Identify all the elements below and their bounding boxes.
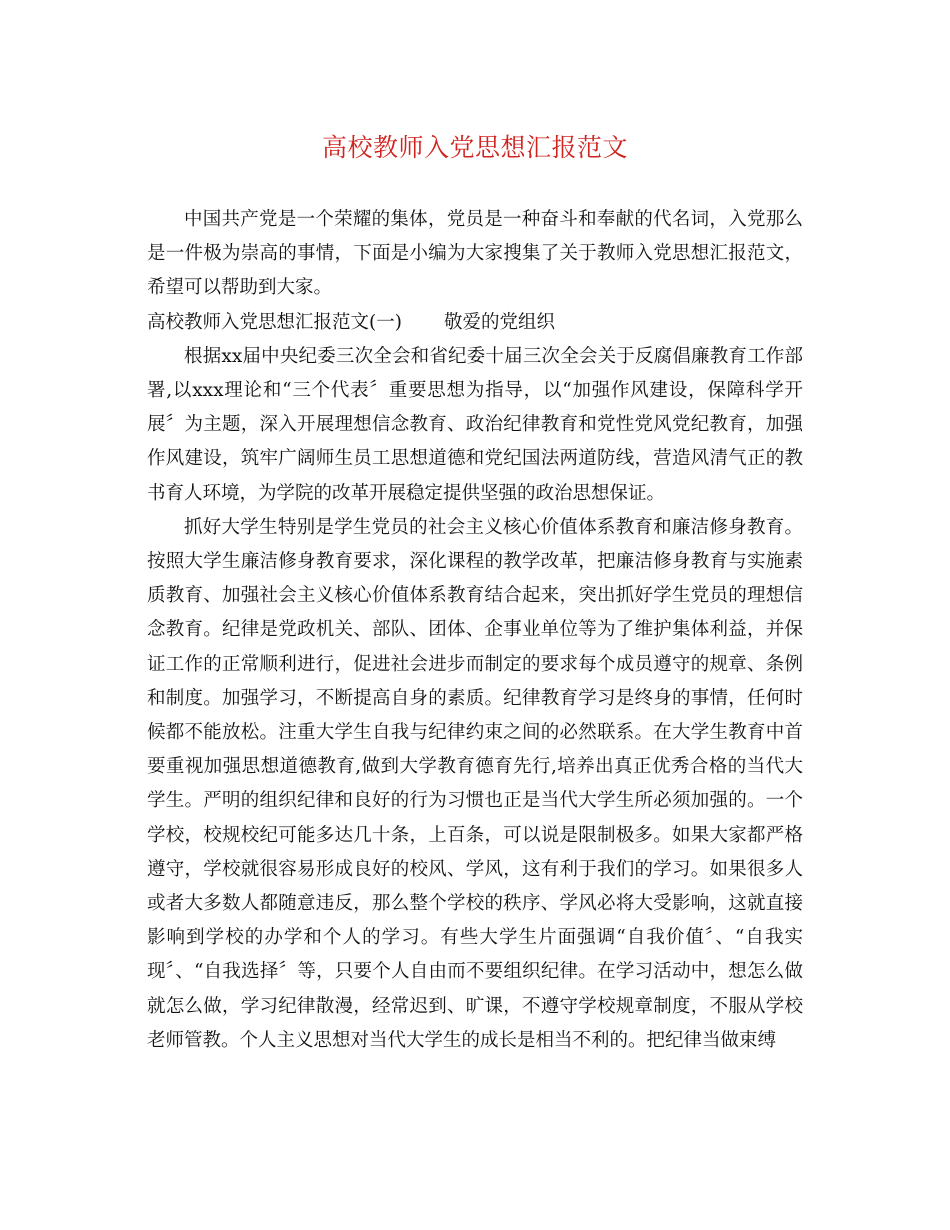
intro-paragraph: 中国共产党是一个荣耀的集体，党员是一种奋斗和奉献的代名词，入党那么是一件极为崇高的事情，下面是小编为大家搜集了关于教师入党思想汇报范文，希望可以帮助到大家。 (147, 209, 803, 299)
salutation: 敬爱的党组织 (443, 311, 555, 333)
section-heading: 高校教师入党思想汇报范文(一) (147, 311, 402, 333)
body-paragraph-2: 抓好大学生特别是学生党员的社会主义核心价值体系教育和廉洁修身教育。按照大学生廉洁修身教育要求，深化课程的教学改革，把廉洁修身教育与实施素质教育、加强社会主义核心价值体系教育结合起来，突出抓好学生党员的理想信念教育。纪律是党政机关、部队、团体、企事业单位等为了维护集体利益，并保证工作的正常顺利进行，促进社会进步而制定的要求每个成员遵守的规章、条例和制度。加强学习，不断提高自身的素质。纪律教育学习是终身的事情，任何时候都不能放松。注重大学生自我与纪律约束之间的必然联系。在大学生教育中首要重视加强思想道德教育,做到大学教育德育先行,培养出真正优秀合格的当代大学生。严明的组织纪律和良好的行为习惯也正是当代大学生所必须加强的。一个学校，校规校纪可能多达几十条，上百条，可以说是限制极多。如果大家都严格遵守，学校就很容易形成良好的校风、学风，这有利于我们的学习。如果很多人或者大多数人都随意违反，那么整个学校的秩序、学风必将大受影响，这就直接影响到学校的办学和个人的学习。有些大学生片面强调“自我价值〞、“自我实现〞、“自我选择〞等，只要个人自由而不要组织纪律。在学习活动中，想怎么做就怎么做，学习纪律散漫，经常迟到、旷课，不遵守学校规章制度，不服从学校老师管教。个人主义思想对当代大学生的成长是相当不利的。把纪律当做束缚 (147, 516, 803, 1051)
document-body (147, 203, 803, 1058)
body-paragraph-1: 根据xx届中央纪委三次全会和省纪委十届三次全会关于反腐倡廉教育工作部署,以xxx理论和“三个代表〞重要思想为指导，以“加强作风建设，保障科学开展〞为主题，深入开展理想信念教育、政治纪律教育和党性党风党纪教育，加强作风建设，筑牢广阔师生员工思想道德和党纪国法两道防线，营造风清气正的教书育人环境，为学院的改革开展稳定提供坚强的政治思想保证。 (147, 345, 803, 504)
section-heading-line (147, 306, 803, 340)
document-title: 高校教师入党思想汇报范文 (321, 133, 628, 162)
